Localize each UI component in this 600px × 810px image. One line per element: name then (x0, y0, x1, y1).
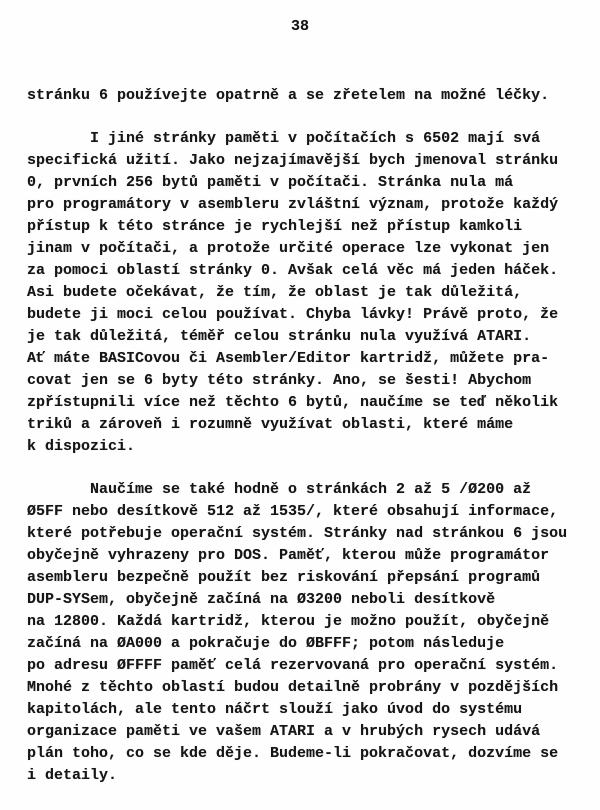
text-line: Asi budete očekávat, že tím, že oblast je tak důležitá, (27, 284, 523, 301)
page-number: 38 (290, 18, 309, 35)
text-line: jinam v počítači, a protože určité operace lze vykonat jen (27, 240, 550, 257)
text-line: covat jen se 6 byty této stránky. Ano, se šesti! Abychom (27, 372, 532, 389)
text-line: obyčejně vyhrazeny pro DOS. Paměť, kterou může programátor (27, 547, 550, 564)
text-line: zpřístupnili více než těchto 6 bytů, naučíme se teď několik (27, 394, 559, 411)
text-line: na 12800. Každá kartridž, kterou je možno použít, obyčejně (27, 613, 550, 630)
text-line: DUP-SYSem, obyčejně začíná na Ø3200 neboli desítkově (27, 591, 496, 608)
paragraph (27, 85, 580, 107)
text-line: které potřebuje operační systém. Stránky nad stránkou 6 jsou (27, 525, 568, 542)
text-line: asembleru bezpečně použít bez riskování přepsání programů (27, 569, 541, 586)
text-line: triků a zároveň i rozumně využívat oblasti, které máme (27, 416, 514, 433)
text-line: 0, prvních 256 bytů paměti v počítači. Stránka nula má (27, 174, 514, 191)
text-line: k dispozici. (27, 438, 136, 455)
text-line: Ø5FF nebo desítkově 512 až 1535/, které obsahují informace, (27, 503, 559, 520)
text-line: kapitolách, ale tento náčrt slouží jako úvod do systému (27, 701, 523, 718)
text-line: plán toho, co se kde děje. Budeme-li pokračovat, dozvíme se (27, 745, 559, 762)
text-line: po adresu ØFFFF paměť celá rezervovaná pro operační systém. (27, 657, 559, 674)
text-line: budete ji moci celou používat. Chyba lávky! Právě proto, že (27, 306, 559, 323)
text-line: i detaily. (27, 767, 118, 784)
text-line: Mnohé z těchto oblastí budou detailně probrány v pozdějších (27, 679, 559, 696)
text-line: I jiné stránky paměti v počítačích s 6502 mají svá (27, 130, 541, 147)
text-line: přístup k této stránce je rychlejší než přístup kamkoli (27, 218, 523, 235)
text-line: specifická užití. Jako nejzajímavější bych jmenoval stránku (27, 152, 559, 169)
text-line: pro programátory v asembleru zvláštní význam, protože každý (27, 196, 559, 213)
text-line: organizace paměti ve vašem ATARI a v hrubých rysech udává (27, 723, 541, 740)
text-line: Naučíme se také hodně o stránkách 2 až 5 /Ø200 až (27, 481, 532, 498)
text-line: stránku 6 používejte opatrně a se zřetelem na možné léčky. (27, 87, 550, 104)
page-content (0, 85, 600, 787)
text-line: je tak důležitá, téměř celou stránku nula využívá ATARI. (27, 328, 532, 345)
text-line: za pomoci oblastí stránky 0. Avšak celá věc má jeden háček. (27, 262, 559, 279)
paragraph (27, 479, 580, 787)
paragraph (27, 128, 580, 458)
text-line: Ať máte BASICovou či Asembler/Editor kartridž, můžete pra- (27, 350, 550, 367)
text-line: začíná na ØA000 a pokračuje do ØBFFF; potom následuje (27, 635, 505, 652)
